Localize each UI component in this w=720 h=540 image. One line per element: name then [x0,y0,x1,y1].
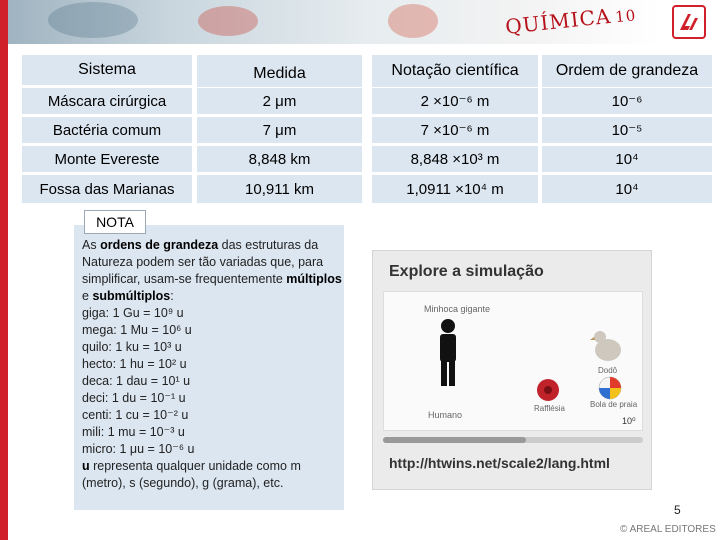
page-number: 5 [674,503,681,517]
nota-text: : [170,289,174,303]
banner-image-blob [198,6,258,36]
areal-editores-logo-icon [672,5,706,39]
publisher-credit: © AREAL EDITORES [620,524,716,535]
table-cell: 2 μm [197,88,362,114]
nota-bold-text: ordens de grandeza [100,238,219,252]
table-header-notacao: Notação científica [372,55,538,87]
prefix-line: giga: 1 Gu = 10⁹ u [82,306,184,320]
table-header-sistema: Sistema [22,55,192,85]
table-cell: 7 ×10⁻⁶ m [372,117,538,143]
simulation-scale-label: 10⁰ [622,416,636,426]
rafflesia-flower-icon [534,378,562,402]
prefix-line: quilo: 1 ku = 10³ u [82,340,182,354]
nota-bold-text: u [82,459,90,473]
left-accent-bar [0,0,8,540]
table-cell: 10⁴ [542,146,712,172]
simulation-url-link[interactable]: http://htwins.net/scale2/lang.html [389,455,610,471]
banner-image-blob [388,4,438,38]
simulation-label: Bola de praia [590,400,638,409]
table-cell: 10,911 km [197,175,362,203]
prefix-line: hecto: 1 hu = 10² u [82,357,187,371]
nota-text: representa qualquer unidade como m (metro), s (segundo), g (grama), etc. [82,459,301,490]
table-header-ordem: Ordem de grandeza [542,55,712,87]
table-cell: Bactéria comum [22,117,192,143]
simulation-preview [383,291,643,431]
simulation-label: Dodô [598,366,618,375]
simulation-label: Minhoca gigante [424,304,491,314]
prefix-line: centi: 1 cu = 10⁻² u [82,408,189,422]
prefix-line: mili: 1 mu = 10⁻³ u [82,425,185,439]
brand-title-number: 10 [614,6,638,27]
table-cell: 7 μm [197,117,362,143]
simulation-zoom-slider[interactable] [383,437,643,443]
table-cell: Fossa das Marianas [22,175,192,203]
table-cell: Monte Evereste [22,146,192,172]
simulation-label: Rafflésia [534,404,565,413]
simulation-label: Humano [428,410,463,420]
table-cell: 2 ×10⁻⁶ m [372,88,538,114]
table-cell: 10⁴ [542,175,712,203]
nota-text: das estruturas da Natureza podem ser tão variadas que, para simplificar, usam-se frequentemente [82,238,324,286]
nota-title: NOTA [84,210,146,234]
beach-ball-icon [598,376,622,400]
table-cell: 8,848 km [197,146,362,172]
prefix-line: mega: 1 Mu = 10⁶ u [82,323,192,337]
table-cell: 10⁻⁵ [542,117,712,143]
table-header-medida: Medida [197,55,362,87]
simulation-title: Explore a simulação [389,263,544,280]
slider-fill [383,437,526,443]
nota-body [82,237,344,492]
nota-bold-text: submúltiplos [92,289,171,303]
prefix-line: deci: 1 du = 10⁻¹ u [82,391,186,405]
table-cell: 8,848 ×10³ m [372,146,538,172]
nota-text: As [82,238,101,252]
dodo-bird-icon [590,328,624,364]
table-cell: 10⁻⁶ [542,88,712,114]
prefix-line: micro: 1 μu = 10⁻⁶ u [82,442,195,456]
banner-image-blob [48,2,138,38]
brand-title-text: QUÍMICA [504,3,613,39]
nota-bold-text: múltiplos [286,272,342,286]
simulation-link-card[interactable] [372,250,652,490]
nota-text: e [82,289,93,303]
human-silhouette-icon [428,318,468,388]
table-cell: Máscara cirúrgica [22,88,192,114]
prefix-line: deca: 1 dau = 10¹ u [82,374,191,388]
table-cell: 1,0911 ×10⁴ m [372,175,538,203]
logo-glyph-icon [677,10,701,34]
